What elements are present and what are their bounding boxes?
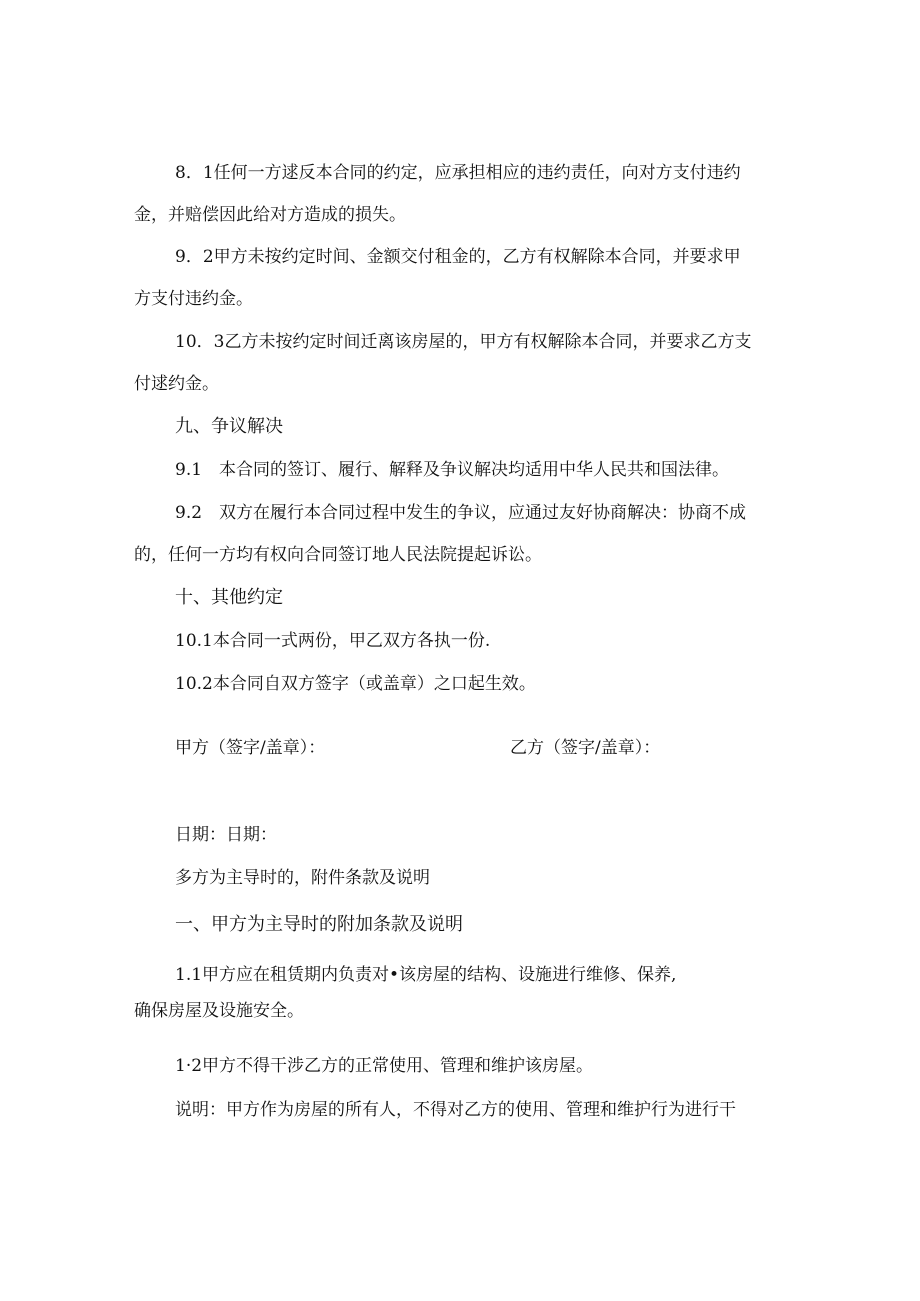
clause-9-2b-line-1: 9.2 双方在履行本合同过程中发生的争议，应通过友好协商解决：协商不成: [175, 503, 747, 523]
multi-party-note: 多方为主导时的，附件条款及说明: [175, 868, 430, 888]
clause-10-2: 10.2本合同自双方签字（或盖章）之口起生效。: [175, 674, 536, 694]
date-labels: 日期：日期：: [175, 825, 277, 845]
clause-10-3-line-2: 付逑约金。: [134, 374, 219, 394]
explanation-text: 说明：甲方作为房屋的所有人，不得对乙方的使用、管理和维护行为进行干: [175, 1100, 736, 1120]
appendix-1-1-line-1: 1.1甲方应在租赁期内负责对•该房屋的结构、设施进行维修、保养,: [175, 965, 677, 985]
party-a-signature-label: 甲方（签字/盖章）：: [175, 738, 326, 758]
clause-9-2-line-1: 9．2甲方未按约定时间、金额交付租金的，乙方有权解除本合同，并要求甲: [175, 247, 741, 267]
section-10-heading: 十、其他约定: [175, 587, 283, 608]
clause-9-2-line-2: 方支付违约金。: [134, 289, 253, 309]
clause-10-3-line-1: 10．3乙方未按约定时间迁离该房屋的，甲方有权解除本合同，并要求乙方支: [175, 332, 752, 352]
clause-8-1-line-2: 金，并赔偿因此给对方造成的损失。: [134, 205, 406, 225]
section-9-heading: 九、争议解决: [175, 416, 283, 437]
clause-9-1: 9.1 本合同的签订、履行、解释及争议解决均适用中华人民共和国法律。: [175, 460, 730, 480]
appendix-1-2: 1·2甲方不得干涉乙方的正常使用、管理和维护该房屋。: [175, 1056, 594, 1076]
clause-10-1: 10.1本合同一式两份，甲乙双方各执一份.: [175, 631, 491, 651]
clause-9-2b-line-2: 的，任何一方均有权向合同签订地人民法院提起诉讼。: [134, 545, 542, 565]
appendix-heading: 一、甲方为主导时的附加条款及说明: [175, 914, 463, 935]
clause-8-1-line-1: 8．1任何一方逑反本合同的约定，应承担相应的违约责任，向对方支付违约: [175, 163, 741, 183]
appendix-1-1-line-2: 确保房屋及设施安全。: [134, 1001, 304, 1021]
party-b-signature-label: 乙方（签字/盖章）：: [510, 738, 661, 758]
